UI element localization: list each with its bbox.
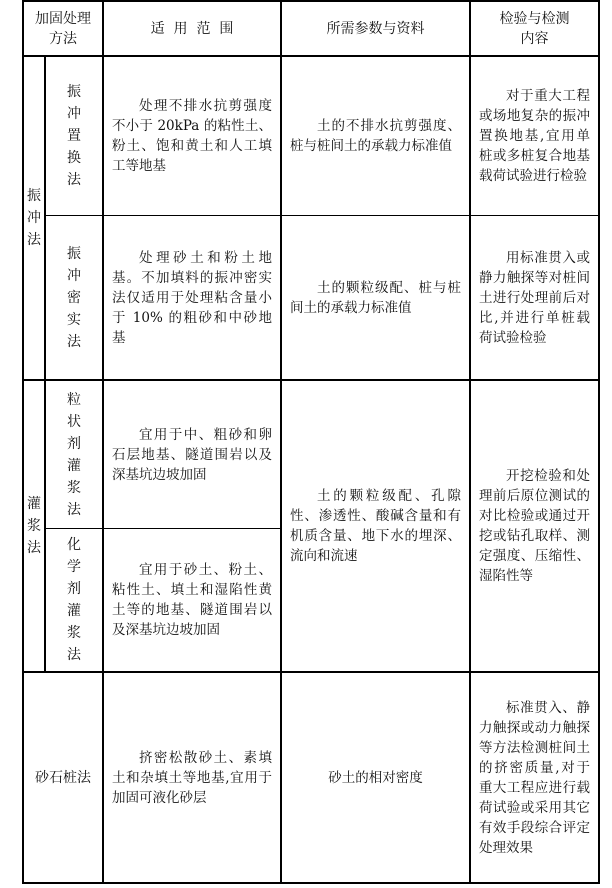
header-params bbox=[282, 2, 469, 55]
inspect-sand-pile-text: 标准贯入、静力触探或动力触探等方法检测桩间土的挤密质量,对于重大工程应进行载荷试验或采用其它有效手段综合评定处理效果 bbox=[479, 699, 590, 856]
inspect-sand-pile bbox=[471, 673, 598, 882]
method-vibro-compaction-label: 振冲密实法 bbox=[67, 245, 81, 350]
params-vibro-compaction bbox=[282, 216, 469, 379]
header-scope-label: 适 用 范 围 bbox=[150, 20, 234, 37]
scope-vibro-replacement-text: 处理不排水抗剪强度不小于 20kPa 的粘性土、粉土、饱和黄土和人工填工等地基 bbox=[112, 98, 272, 174]
params-grouting bbox=[282, 381, 469, 671]
scope-granular-grouting bbox=[104, 381, 280, 528]
header-method bbox=[24, 2, 102, 55]
scope-vibro-replacement bbox=[104, 57, 280, 215]
scope-sand-pile bbox=[104, 673, 280, 882]
method-granular-grouting bbox=[46, 381, 102, 528]
method-vibro-replacement bbox=[46, 57, 102, 215]
header-params-label: 所需参数与资料 bbox=[326, 20, 425, 37]
method-chemical-grouting bbox=[46, 529, 102, 671]
scope-sand-pile-text: 挤密松散砂土、素填土和杂填土等地基,宜用于加固可液化砂层 bbox=[112, 749, 272, 806]
method-vibro-compaction bbox=[46, 216, 102, 379]
header-scope bbox=[104, 2, 280, 55]
inspect-vibro-compaction bbox=[471, 216, 598, 379]
scope-vibro-compaction bbox=[104, 216, 280, 379]
inspect-grouting bbox=[471, 381, 598, 671]
group-vibro-label: 振冲法 bbox=[27, 188, 41, 248]
group-sand-pile-label: 砂石桩法 bbox=[35, 769, 91, 786]
method-vibro-replacement-label: 振冲置换法 bbox=[67, 84, 81, 188]
method-granular-grouting-label: 粒状剂灌浆法 bbox=[67, 391, 81, 518]
params-vibro-compaction-text: 土的颗粒级配、桩与桩间土的承载力标准值 bbox=[290, 279, 461, 316]
group-sand-pile bbox=[24, 673, 102, 882]
header-inspect bbox=[471, 2, 598, 55]
group-grouting bbox=[24, 381, 44, 671]
params-vibro-replacement-text: 土的不排水抗剪强度、桩与桩间土的承载力标准值 bbox=[290, 118, 461, 154]
scope-chemical-grouting bbox=[104, 529, 280, 671]
inspect-vibro-replacement bbox=[471, 57, 598, 215]
scope-vibro-compaction-text: 处理砂土和粉土地基。不加填料的振冲密实法仅适用于处理粘含量小于 10% 的粗砂和中砂地基 bbox=[112, 249, 272, 346]
header-method-label: 加固处理方法 bbox=[35, 10, 91, 47]
header-inspect-label: 检验与检测内容 bbox=[499, 10, 570, 47]
group-grouting-label: 灌浆法 bbox=[27, 496, 41, 556]
scope-chemical-grouting-text: 宜用于砂土、粉土、粘性土、填土和湿陷性黄土等的地基、隧道围岩以及深基坑边坡加固 bbox=[112, 562, 272, 638]
inspect-grouting-text: 开挖检验和处理前后原位测试的对比检验或通过开挖或钻孔取样、测定强度、压缩性、湿陷性等 bbox=[479, 468, 590, 584]
params-grouting-text: 土的颗粒级配、孔隙性、渗透性、酸碱含量和有机质含量、地下水的埋深、流向和流速 bbox=[290, 488, 461, 564]
params-vibro-replacement bbox=[282, 57, 469, 215]
group-vibro bbox=[24, 57, 44, 379]
scope-granular-grouting-text: 宜用于中、粗砂和卵石层地基、隧道围岩以及深基坑边坡加固 bbox=[112, 426, 272, 483]
inspect-vibro-replacement-text: 对于重大工程或场地复杂的振冲置换地基,宜用单桩或多桩复合地基载荷试验进行检验 bbox=[479, 88, 590, 184]
params-sand-pile bbox=[282, 673, 469, 882]
inspect-vibro-compaction-text: 用标准贯入或静力触探等对桩间土进行处理前后对比,并进行单桩载荷试验检验 bbox=[479, 249, 590, 346]
method-chemical-grouting-label: 化学剂灌浆法 bbox=[67, 537, 81, 663]
params-sand-pile-text: 砂土的相对密度 bbox=[328, 769, 423, 786]
